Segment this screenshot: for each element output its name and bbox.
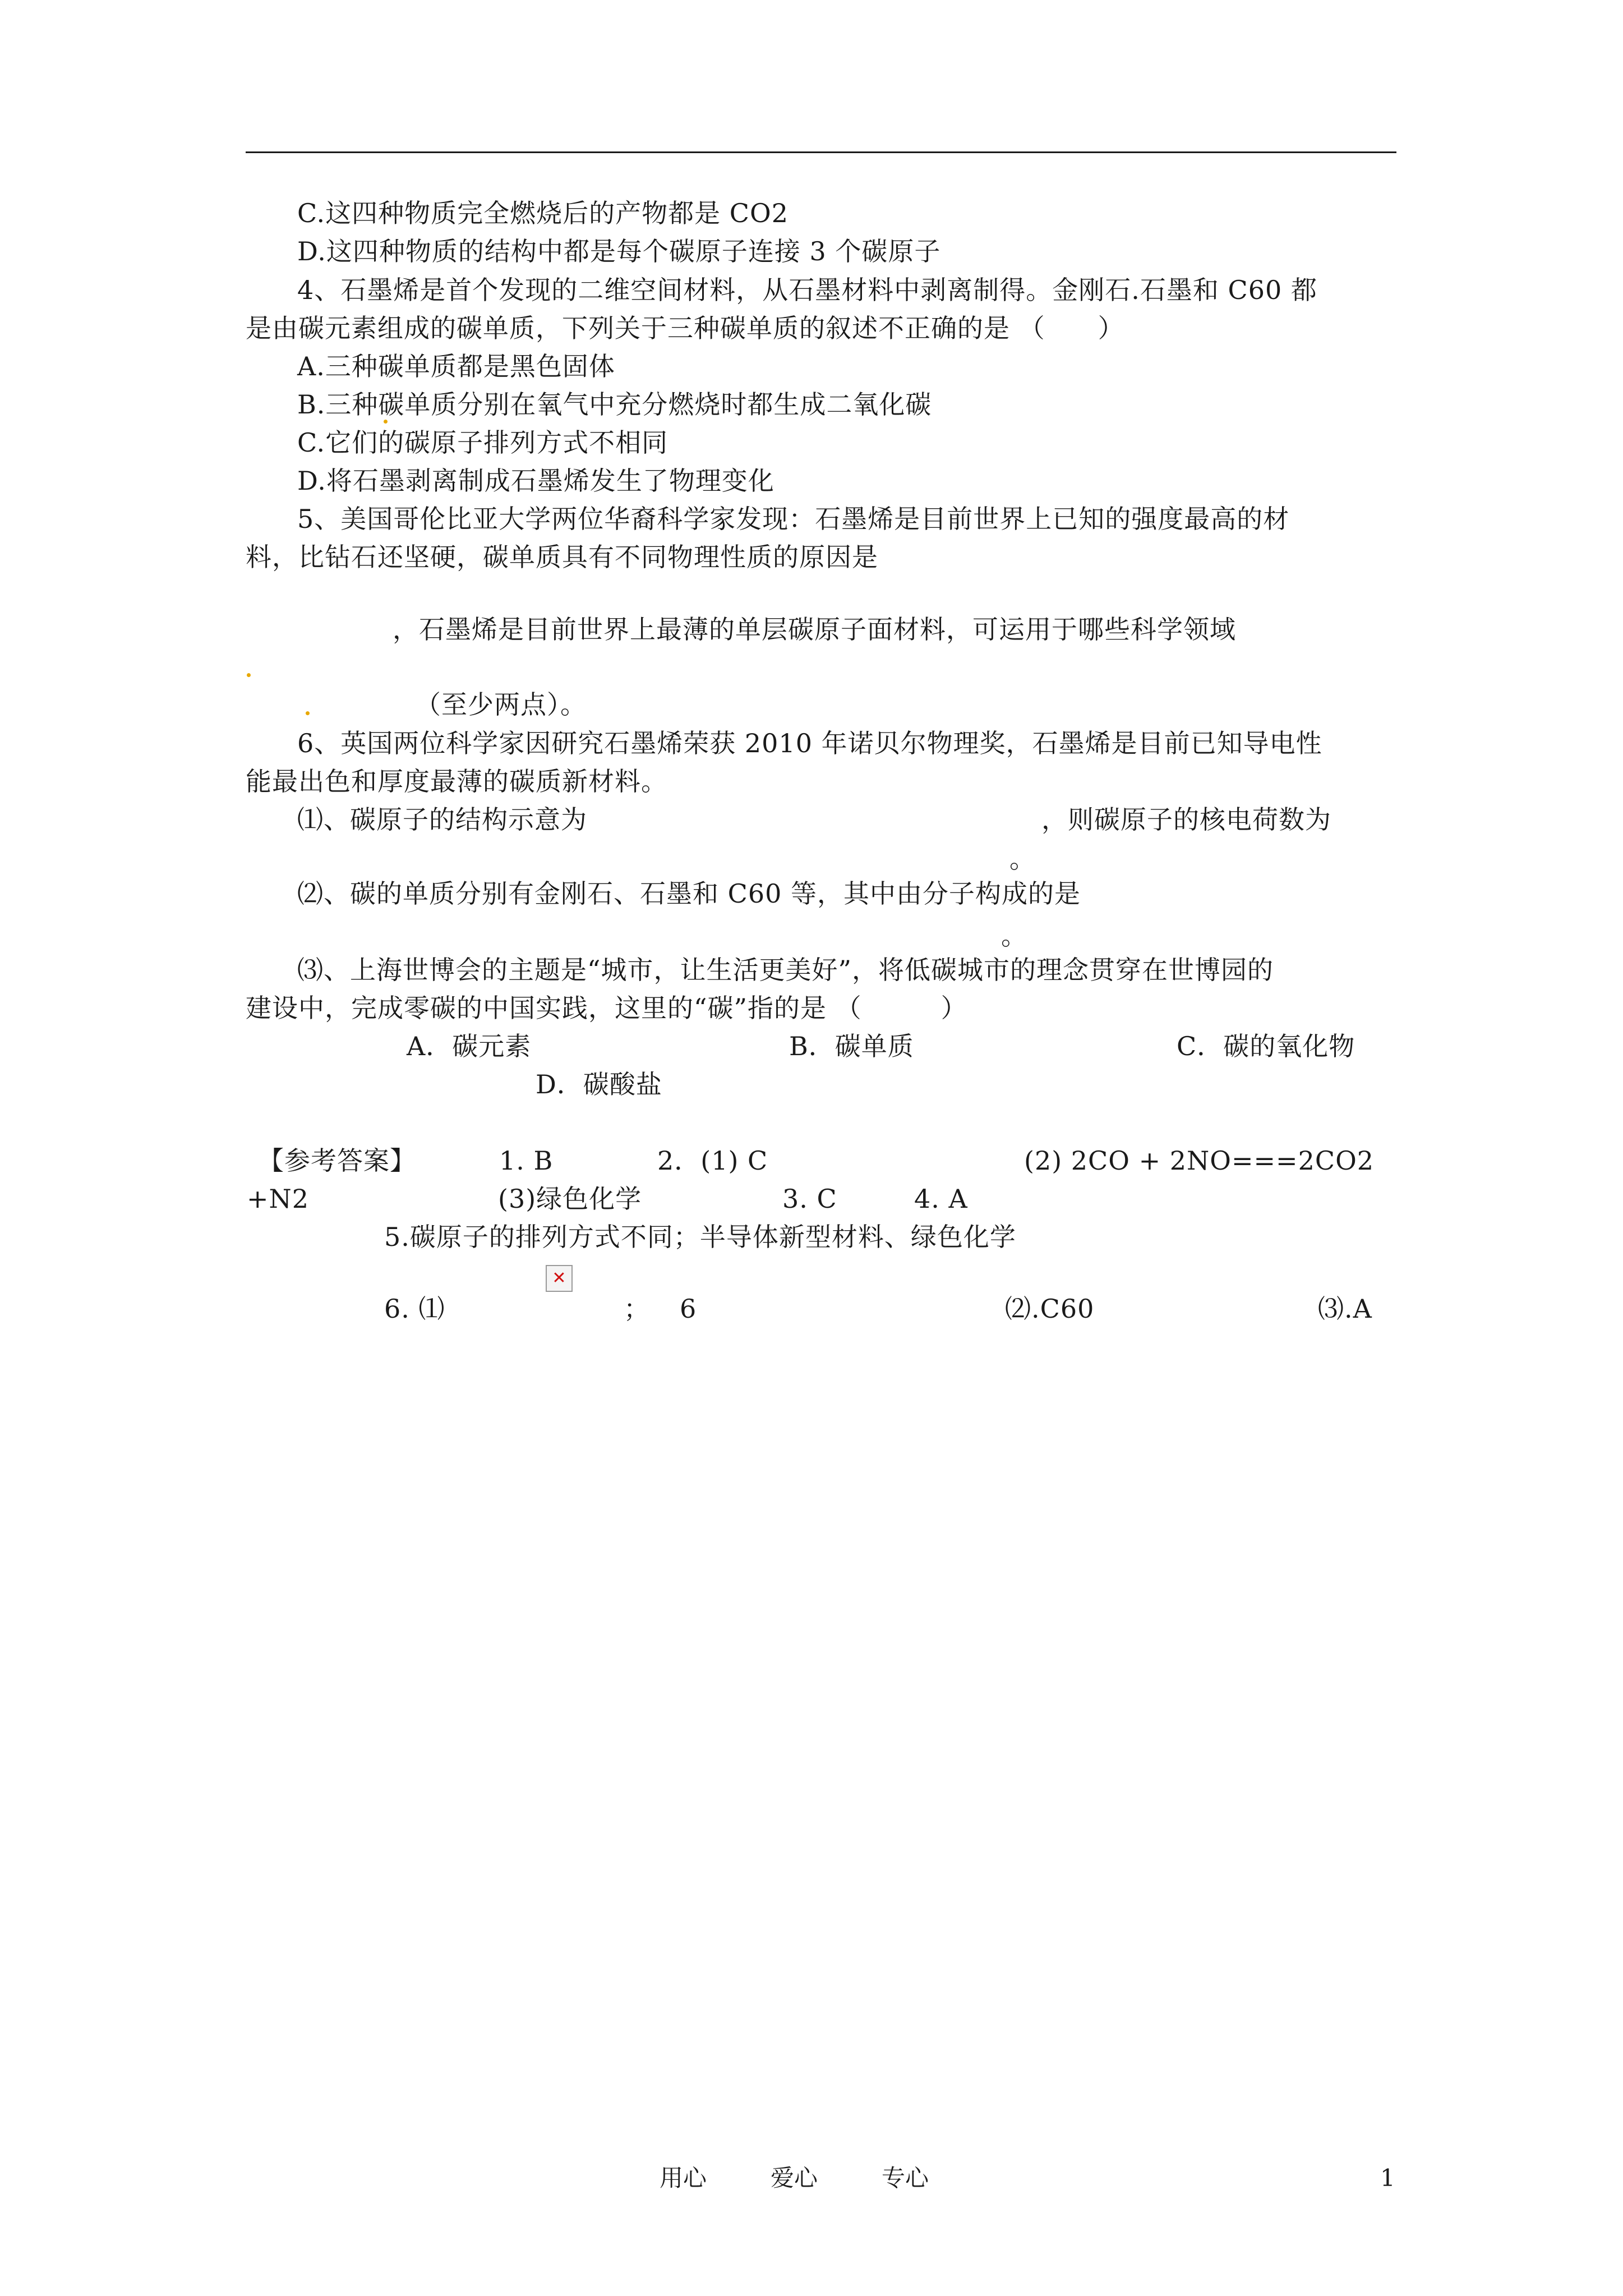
page-number: 1	[1380, 2164, 1395, 2192]
q4-option-d: D.将石墨剥离制成石墨烯发生了物理变化	[297, 466, 774, 496]
q4-option-b: B.三种碳单质分别在氧气中充分燃烧时都生成二氧化碳	[297, 389, 932, 420]
answer-2-2: (2) 2CO + 2NO===2CO2	[1024, 1145, 1375, 1176]
answer-1: 1. B	[499, 1145, 554, 1176]
q4-option-c: C.它们的碳原子排列方式不相同	[297, 427, 668, 458]
q6-part3-line1: ⑶、上海世博会的主题是“城市，让生活更美好”，将低碳城市的理念贯穿在世博园的	[297, 955, 1274, 985]
q5-line4: （至少两点）。	[415, 689, 587, 720]
q6-line1: 6、英国两位科学家因研究石墨烯荣获 2010 年诺贝尔物理奖，石墨烯是目前已知导电性	[297, 728, 1322, 758]
footer-text-1: 用心	[660, 2164, 707, 2192]
answer-heading: 【参考答案】	[258, 1145, 416, 1176]
q6-part1-a: ⑴、碳原子的结构示意为	[297, 804, 587, 835]
marker-dot	[247, 673, 251, 677]
q3-option-d: D.这四种物质的结构中都是每个碳原子连接 3 个碳原子	[297, 236, 941, 266]
answer-4: 4. A	[914, 1184, 968, 1214]
answer-5: 5.碳原子的排列方式不同；半导体新型材料、绿色化学	[384, 1222, 1016, 1252]
answer-6-3: ⑶.A	[1318, 1294, 1372, 1324]
q5-line2: 料，比钻石还坚硬，碳单质具有不同物理性质的原因是	[246, 542, 878, 572]
marker-dot	[306, 711, 310, 715]
q6-part1-end: 。	[1009, 844, 1036, 874]
header-rule	[246, 151, 1396, 153]
answer-6-value: 6	[680, 1294, 697, 1324]
q4-stem-line2: 是由碳元素组成的碳单质，下列关于三种碳单质的叙述不正确的是 （ ）	[246, 313, 1124, 343]
q4-stem-line1: 4、石墨烯是首个发现的二维空间材料，从石墨材料中剥离制得。金刚石.石墨和 C60 都	[297, 275, 1317, 305]
answer-6-separator: ；	[624, 1294, 650, 1324]
broken-image-icon: ✕	[546, 1265, 573, 1292]
q6-part3-option-a: A．碳元素	[407, 1031, 532, 1061]
q5-line3: ，石墨烯是目前世界上最薄的单层碳原子面材料，可运用于哪些科学领域	[393, 614, 1236, 645]
q6-part1-b: ，则碳原子的核电荷数为	[1041, 804, 1331, 835]
q6-part3-option-c: C．碳的氧化物	[1177, 1031, 1355, 1061]
answer-2-1: 2．(1) C	[657, 1145, 768, 1176]
footer-text-3: 专心	[882, 2164, 929, 2192]
q3-option-c: C.这四种物质完全燃烧后的产物都是 CO2	[297, 198, 789, 228]
q6-part3-option-d: D．碳酸盐	[536, 1069, 662, 1099]
answer-3: 3. C	[782, 1184, 837, 1214]
q6-part3-option-b: B．碳单质	[789, 1031, 914, 1061]
footer-text-2: 爱心	[771, 2164, 818, 2192]
q6-part3-line2: 建设中，完成零碳的中国实践，这里的“碳”指的是 （ ）	[246, 993, 967, 1023]
answer-2-2-cont: +N2	[247, 1184, 310, 1214]
q6-part2-end: 。	[1001, 921, 1027, 951]
answer-6-2: ⑵.C60	[1005, 1294, 1095, 1324]
q4-option-a: A.三种碳单质都是黑色固体	[297, 351, 615, 381]
q6-line2: 能最出色和厚度最薄的碳质新材料。	[246, 766, 667, 797]
answer-6-1: 6. ⑴	[384, 1294, 445, 1324]
answer-2-3: (3)绿色化学	[498, 1184, 642, 1214]
q6-part2: ⑵、碳的单质分别有金刚石、石墨和 C60 等，其中由分子构成的是	[297, 878, 1081, 909]
q5-line1: 5、美国哥伦比亚大学两位华裔科学家发现：石墨烯是目前世界上已知的强度最高的材	[297, 504, 1290, 534]
marker-dot	[384, 420, 388, 424]
